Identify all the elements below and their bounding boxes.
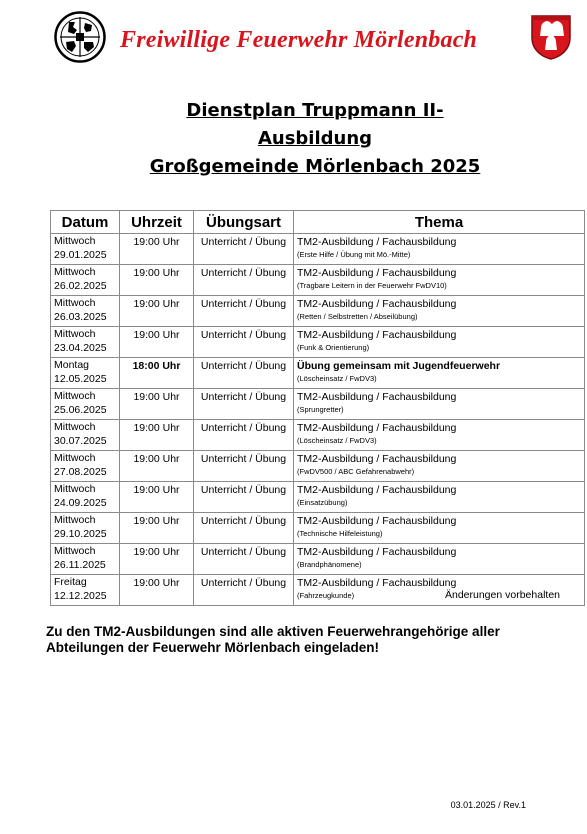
type-cell: Unterricht / Übung	[194, 327, 294, 358]
type-cell: Unterricht / Übung	[194, 575, 294, 606]
type-cell: Unterricht / Übung	[194, 544, 294, 575]
topic-detail: (Erste Hilfe / Übung mit Mö.-Mitte)	[297, 250, 411, 259]
topic-cell	[294, 358, 585, 389]
date-cell	[51, 389, 120, 420]
table-row	[51, 358, 585, 389]
date: 24.09.2025	[54, 497, 107, 509]
date-cell	[51, 234, 120, 265]
topic: TM2-Ausbildung / Fachausbildung	[297, 391, 457, 403]
topic: TM2-Ausbildung / Fachausbildung	[297, 546, 457, 558]
topic-cell	[294, 513, 585, 544]
table-row	[51, 420, 585, 451]
topic-detail: (Löscheinsatz / FwDV3)	[297, 436, 377, 445]
weekday: Mittwoch	[54, 514, 96, 526]
topic: TM2-Ausbildung / Fachausbildung	[297, 236, 457, 248]
weekday: Freitag	[54, 576, 87, 588]
organization-name: Freiwillige Feuerwehr Mörlenbach	[120, 27, 478, 53]
date: 26.03.2025	[54, 311, 107, 323]
topic: TM2-Ausbildung / Fachausbildung	[297, 484, 457, 496]
date-cell	[51, 575, 120, 606]
title-line-2: Ausbildung	[257, 128, 373, 149]
type-cell: Unterricht / Übung	[194, 482, 294, 513]
date-cell	[51, 358, 120, 389]
type-cell: Unterricht / Übung	[194, 513, 294, 544]
document-title	[130, 97, 500, 181]
date: 26.11.2025	[54, 559, 106, 571]
date-cell	[51, 265, 120, 296]
type-cell: Unterricht / Übung	[194, 420, 294, 451]
date: 26.02.2025	[54, 280, 107, 292]
topic-cell	[294, 327, 585, 358]
column-header-date: Datum	[51, 211, 120, 234]
table-row	[51, 451, 585, 482]
column-header-type: Übungsart	[194, 211, 294, 234]
time-cell: 19:00 Uhr	[120, 296, 194, 327]
topic-cell	[294, 389, 585, 420]
table-header-row	[51, 211, 585, 234]
time-cell: 19:00 Uhr	[120, 420, 194, 451]
title-line-3: Großgemeinde Mörlenbach 2025	[149, 156, 481, 177]
type-cell: Unterricht / Übung	[194, 389, 294, 420]
type-cell: Unterricht / Übung	[194, 451, 294, 482]
table-row	[51, 296, 585, 327]
time-cell: 19:00 Uhr	[120, 265, 194, 296]
topic-detail: (Retten / Selbstretten / Abseilübung)	[297, 312, 418, 321]
table-row	[51, 544, 585, 575]
topic-cell	[294, 420, 585, 451]
time-cell: 19:00 Uhr	[120, 513, 194, 544]
type-cell: Unterricht / Übung	[194, 265, 294, 296]
fire-brigade-emblem-icon	[54, 11, 106, 63]
date-cell	[51, 513, 120, 544]
column-header-time: Uhrzeit	[120, 211, 194, 234]
changes-reserved-note: Änderungen vorbehalten	[444, 589, 560, 601]
table-row	[51, 482, 585, 513]
topic-cell	[294, 296, 585, 327]
topic-detail: (Technische Hilfeleistung)	[297, 529, 383, 538]
column-header-topic: Thema	[294, 211, 585, 234]
table-row	[51, 513, 585, 544]
invitation-line-2: Abteilungen der Feuerwehr Mörlenbach eingeladen!	[46, 640, 380, 655]
weekday: Mittwoch	[54, 266, 96, 278]
schedule-table	[50, 210, 585, 606]
topic-detail: (Brandphänomene)	[297, 560, 362, 569]
time-cell: 19:00 Uhr	[120, 234, 194, 265]
date: 30.07.2025	[54, 435, 107, 447]
topic-detail: (Tragbare Leitern in der Feuerwehr FwDV10)	[297, 281, 447, 290]
topic: TM2-Ausbildung / Fachausbildung	[297, 298, 457, 310]
topic-detail: (Einsatzübung)	[297, 498, 348, 507]
date: 25.06.2025	[54, 404, 107, 416]
weekday: Mittwoch	[54, 483, 96, 495]
date-cell	[51, 296, 120, 327]
time-cell: 19:00 Uhr	[120, 451, 194, 482]
date: 12.12.2025	[54, 590, 107, 602]
document-header	[0, 0, 587, 70]
topic-detail: (Funk & Orientierung)	[297, 343, 370, 352]
topic-cell	[294, 234, 585, 265]
table-row	[51, 327, 585, 358]
topic: TM2-Ausbildung / Fachausbildung	[297, 515, 457, 527]
table-row	[51, 389, 585, 420]
weekday: Mittwoch	[54, 328, 96, 340]
topic: TM2-Ausbildung / Fachausbildung	[297, 577, 457, 589]
time-cell: 18:00 Uhr	[120, 358, 194, 389]
invitation-text	[46, 624, 566, 656]
time-cell: 19:00 Uhr	[120, 482, 194, 513]
weekday: Mittwoch	[54, 235, 96, 247]
weekday: Mittwoch	[54, 452, 96, 464]
topic-detail: (FwDV500 / ABC Gefahrenabwehr)	[297, 467, 415, 476]
revision-footer: 03.01.2025 / Rev.1	[450, 800, 526, 810]
time-cell: 19:00 Uhr	[120, 389, 194, 420]
time-cell: 19:00 Uhr	[120, 544, 194, 575]
date: 27.08.2025	[54, 466, 107, 478]
topic-cell	[294, 265, 585, 296]
date-cell	[51, 420, 120, 451]
type-cell: Unterricht / Übung	[194, 234, 294, 265]
topic-cell	[294, 482, 585, 513]
invitation-line-1: Zu den TM2-Ausbildungen sind alle aktiven Feuerwehrangehörige aller	[46, 624, 500, 639]
date-cell	[51, 451, 120, 482]
topic-detail: (Fahrzeugkunde)	[297, 591, 355, 600]
weekday: Mittwoch	[54, 297, 96, 309]
table-row	[51, 265, 585, 296]
topic: TM2-Ausbildung / Fachausbildung	[297, 267, 457, 279]
type-cell: Unterricht / Übung	[194, 296, 294, 327]
title-line-1: Dienstplan Truppmann II-	[186, 100, 444, 121]
date-cell	[51, 327, 120, 358]
date: 29.10.2025	[54, 528, 107, 540]
table-row	[51, 234, 585, 265]
type-cell: Unterricht / Übung	[194, 358, 294, 389]
date: 12.05.2025	[54, 373, 107, 385]
topic: Übung gemeinsam mit Jugendfeuerwehr	[297, 360, 501, 372]
date-cell	[51, 482, 120, 513]
topic-detail: (Löscheinsatz / FwDV3)	[297, 374, 377, 383]
weekday: Montag	[54, 359, 90, 371]
topic: TM2-Ausbildung / Fachausbildung	[297, 329, 457, 341]
date: 29.01.2025	[54, 249, 107, 261]
date-cell	[51, 544, 120, 575]
topic-cell	[294, 451, 585, 482]
topic: TM2-Ausbildung / Fachausbildung	[297, 453, 457, 465]
topic-detail: (Sprungretter)	[297, 405, 344, 414]
weekday: Mittwoch	[54, 421, 96, 433]
weekday: Mittwoch	[54, 545, 96, 557]
moerlenbach-coat-of-arms-icon	[530, 12, 572, 60]
topic: TM2-Ausbildung / Fachausbildung	[297, 422, 457, 434]
date: 23.04.2025	[54, 342, 107, 354]
time-cell: 19:00 Uhr	[120, 575, 194, 606]
time-cell: 19:00 Uhr	[120, 327, 194, 358]
weekday: Mittwoch	[54, 390, 96, 402]
topic-cell	[294, 544, 585, 575]
